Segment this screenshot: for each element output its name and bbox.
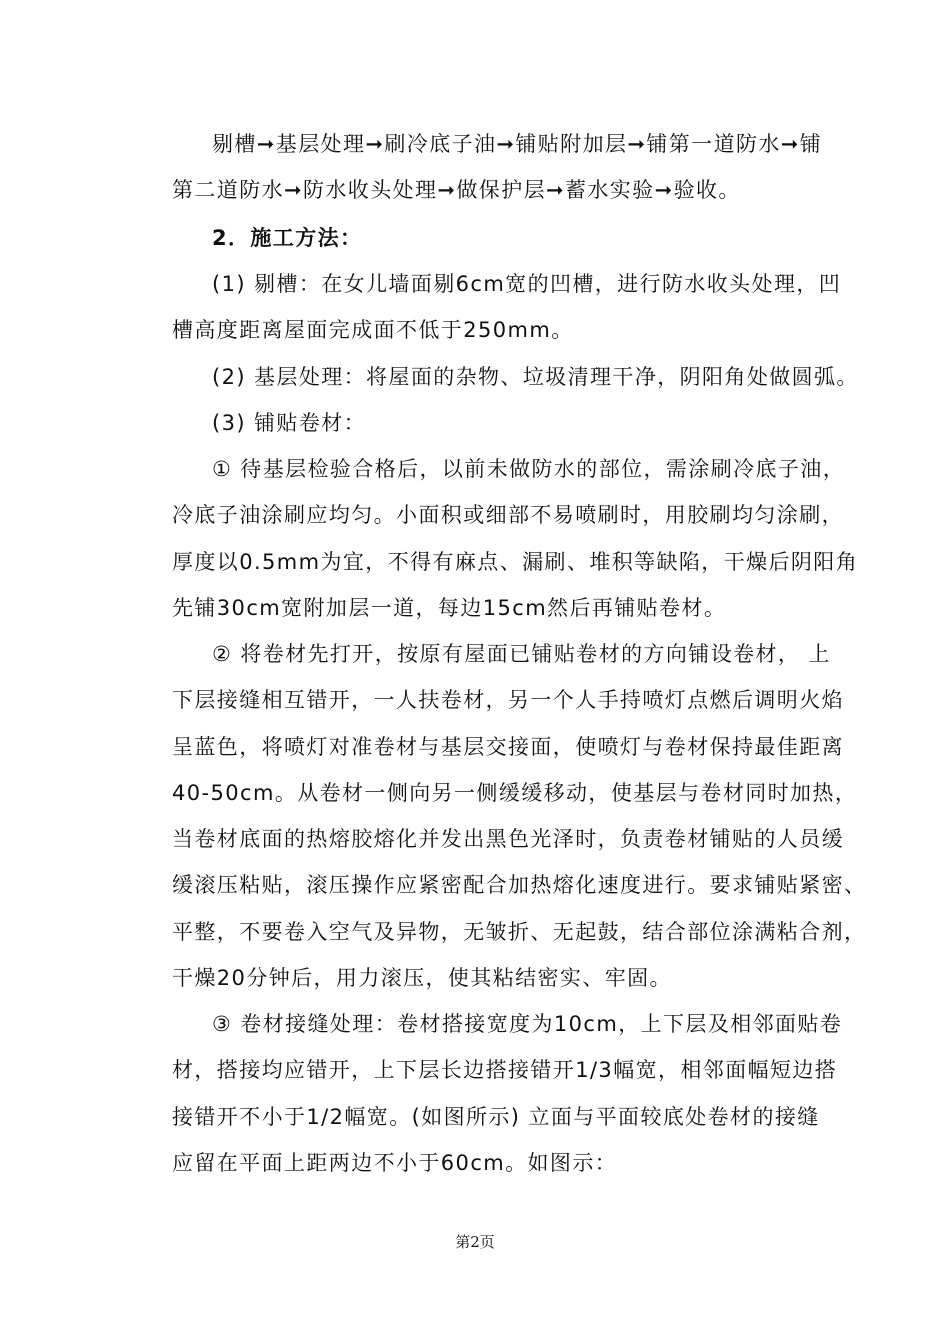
step-2-line-8: 干燥20分钟后，用力滚压，使其粘结密实、牢固。 <box>172 966 672 990</box>
process-flow-line-2: 第二道防水➞防水收头处理➞做保护层➞蓄水实验➞验收。 <box>172 178 741 202</box>
step-2-line-6: 缓滚压粘贴，滚压操作应紧密配合加热熔化速度进行。要求铺贴紧密、 <box>172 873 867 897</box>
paragraph-2-line-1: (2) 基层处理：将屋面的杂物、垃圾清理干净，阴阳角处做圆弧。 <box>212 365 859 389</box>
step-2-line-4: 40-50cm。从卷材一侧向另一侧缓缓移动，使基层与卷材同时加热， <box>172 781 858 805</box>
step-1-line-3: 厚度以0.5mm为宜，不得有麻点、漏刷、堆积等缺陷，干燥后阴阳角 <box>172 550 859 574</box>
step-1-line-4: 先铺30cm宽附加层一道，每边15cm然后再铺贴卷材。 <box>172 596 727 620</box>
step-2-line-1: ② 将卷材先打开，按原有屋面已铺贴卷材的方向铺设卷材， 上 <box>212 642 831 666</box>
paragraph-3-heading: (3) 铺贴卷材： <box>212 411 367 435</box>
paragraph-1-line-2: 槽高度距离屋面完成面不低于250mm。 <box>172 318 574 342</box>
page-number: 第2页 <box>455 1233 495 1251</box>
section-heading: 2．施工方法： <box>212 226 363 250</box>
step-3-line-1: ③ 卷材接缝处理：卷材搭接宽度为10cm，上下层及相邻面贴卷 <box>212 1012 843 1036</box>
step-3-line-3: 接错开不小于1/2幅宽。(如图所示) 立面与平面较底处卷材的接缝 <box>172 1105 820 1129</box>
step-2-line-2: 下层接缝相互错开，一人扶卷材，另一个人手持喷灯点燃后调明火焰 <box>172 688 844 712</box>
step-2-line-3: 呈蓝色，将喷灯对准卷材与基层交接面，使喷灯与卷材保持最佳距离 <box>172 735 844 759</box>
step-3-line-4: 应留在平面上距两边不小于60cm。如图示： <box>172 1151 618 1175</box>
paragraph-1-line-1: (1) 剔槽：在女儿墙面剔6cm宽的凹槽，进行防水收头处理，凹 <box>212 272 842 296</box>
step-2-line-5: 当卷材底面的热熔胶熔化并发出黑色光泽时，负责卷材铺贴的人员缓 <box>172 827 844 851</box>
process-flow-line-1: 剔槽➞基层处理➞刷冷底子油➞铺贴附加层➞铺第一道防水➞铺 <box>212 132 823 156</box>
step-1-line-2: 冷底子油涂刷应均匀。小面积或细部不易喷刷时，用胶刷均匀涂刷， <box>172 503 844 527</box>
step-1-line-1: ① 待基层检验合格后，以前未做防水的部位，需涂刷冷底子油， <box>212 457 846 481</box>
step-3-line-2: 材，搭接均应错开，上下层长边搭接错开1/3幅宽，相邻面幅短边搭 <box>172 1058 838 1082</box>
step-2-line-7: 平整，不要卷入空气及异物，无皱折、无起鼓，结合部位涂满粘合剂， <box>172 920 867 944</box>
